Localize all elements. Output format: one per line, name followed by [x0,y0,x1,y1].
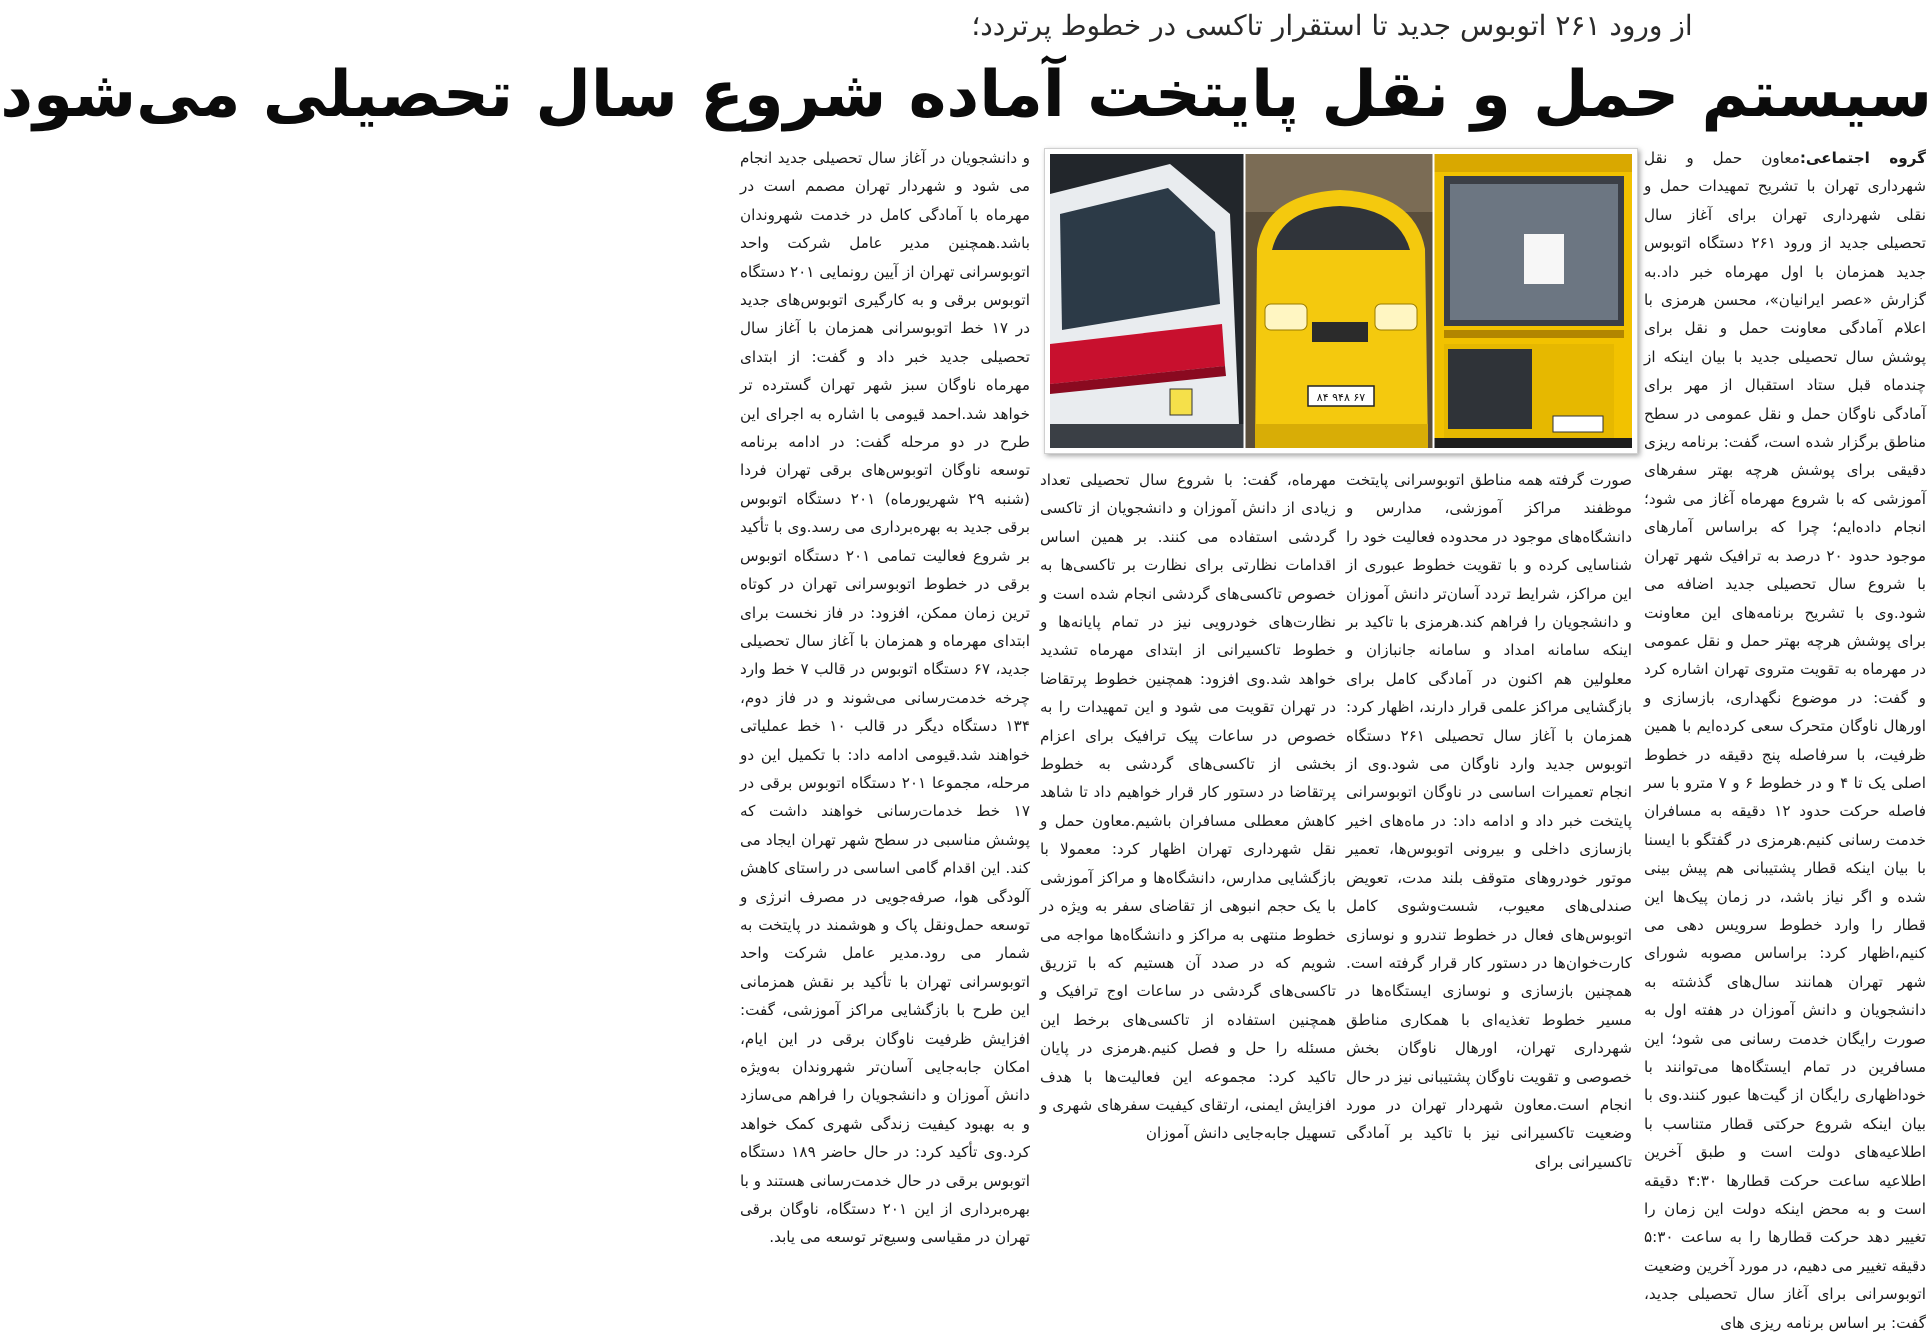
plate-text: ۶۷ ۹۴۸ ۸۴ [1316,391,1366,404]
article-column-2 [1346,466,1632,1171]
article-column-1 [1644,144,1926,1332]
column-1-text: معاون حمل و نقل شهرداری تهران با تشریح تمهیدات حمل و نقلی شهرداری تهران برای آغاز سال تحصیلی جدید از ورود ۲۶۱ دستگاه اتوبوس جدید همزمان با اول مهرماه خبر داد.به گزارش «عصر ایرانیان»، محسن هرمزی با اعلام آمادگی معاونت حمل و نقل برای پوشش سال تحصیلی جدید با بیان اینکه از چندماه قبل ستاد استقبال از مهر برای آمادگی ناوگان حمل و نقل عمومی در سطح مناطق برگزار شده است، گفت: برنامه ریزی دقیقی برای پوشش هرچه بهتر سفرهای آموزشی که با شروع مهرماه آغاز می شود؛ انجام داده‌ایم؛ چرا که براساس آمارهای موجود حدود ۲۰ درصد به ترافیک شهر تهران با شروع سال تحصیلی جدید اضافه می شود.وی با تشریح برنامه‌های این معاونت برای پوشش هرچه بهتر حمل و نقل عمومی در مهرماه به تقویت متروی تهران اشاره کرد و گفت: در موضوع نگهداری، بازسازی و اورهال ناوگان متحرک سعی کرده‌ایم با همین ظرفیت، با سرفاصله پنج دقیقه در خطوط اصلی یک تا ۴ و در خطوط ۶ و ۷ مترو با سر فاصله حرکت حدود ۱۲ دقیقه به مسافران خدمت رسانی کنیم.هرمزی در گفتگو با ایسنا با بیان اینکه قطار پشتیبانی هم پیش بینی شده و اگر نیاز باشد، در زمان پیک‌ها این قطار را وارد خطوط سرویس دهی می کنیم،اظهار کرد: براساس مصوبه شورای شهر تهران همانند سال‌های گذشته به دانشجویان و دانش آموزان در هفته اول به صورت رایگان خدمت رسانی می شود؛ این مسافرین در تمام ایستگاه‌ها می‌توانند با خوداظهاری رایگان از گیت‌ها عبور کنند.وی با بیان اینکه شروع حرکتی قطار متناسب با اطلاعیه‌های دولت است و طبق آخرین اطلاعیه ساعت حرکت قطارها ۴:۳۰ دقیقه است و به محض اینکه دولت این زمان را تغییر دهد حرکت قطارها را به ساعت ۵:۳۰ دقیقه تغییر می دهیم، در مورد آخرین وضعیت اتوبوسرانی برای آغاز سال تحصیلی جدید، گفت: بر اساس برنامه ریزی های [1644,149,1926,1332]
taxi-panel [1245,154,1433,448]
column-4-text: و دانشجویان در آغاز سال تحصیلی جدید انجام می شود و شهردار تهران مصمم است در مهرماه با آمادگی کامل در خدمت شهروندان باشد.همچنین مدیر عامل شرکت واحد اتوبوسرانی تهران از آیین رونمایی ۲۰۱ دستگاه اتوبوس برقی و به کارگیری اتوبوس‌های جدید در ۱۷ خط اتوبوسرانی همزمان با آغاز سال تحصیلی جدید خبر داد و گفت: از ابتدای مهرماه ناوگان سبز شهر تهران گسترده تر خواهد شد.احمد قیومی با اشاره به اجرای این طرح در دو مرحله گفت: در ادامه برنامه توسعه ناوگان اتوبوس‌های برقی تهران فردا (شنبه ۲۹ شهریورماه) ۲۰۱ دستگاه اتوبوس برقی جدید به بهره‌برداری می رسد.وی با تأکید بر شروع فعالیت تمامی ۲۰۱ دستگاه اتوبوس برقی در خطوط اتوبوسرانی تهران در کوتاه ترین زمان ممکن، افزود: در فاز نخست برای ابتدای مهرماه و همزمان با آغاز سال تحصیلی جدید، ۶۷ دستگاه اتوبوس در قالب ۷ خط وارد چرخه خدمت‌رسانی می‌شوند و در فاز دوم، ۱۳۴ دستگاه دیگر در قالب ۱۰ خط عملیاتی خواهند شد.قیومی ادامه داد: با تکمیل این دو مرحله، مجموعا ۲۰۱ دستگاه اتوبوس برقی در ۱۷ خط خدمات‌رسانی خواهند داشت که پوشش مناسبی در سطح شهر تهران ایجاد می کند. این اقدام گامی اساسی در راستای کاهش آلودگی هوا، صرفه‌جویی در مصرف انرژی و توسعه حمل‌ونقل پاک و هوشمند در پایتخت به شمار می رود.مدیر عامل شرکت واحد اتوبوسرانی تهران با تأکید بر نقش همزمانی این طرح با بازگشایی مراکز آموزشی، گفت: افزایش ظرفیت ناوگان برقی در این ایام، امکان جابه‌جایی آسان‌تر شهروندان به‌ویژه دانش آموزان و دانشجویان را فراهم می‌سازد و به بهبود کیفیت زندگی شهری کمک خواهد کرد.وی تأکید کرد: در حال حاضر ۱۸۹ دستگاه اتوبوس برقی در حال خدمت‌رسانی هستند و با بهره‌برداری از این ۲۰۱ دستگاه، ناوگان برقی تهران در مقیاسی وسیع‌تر توسعه می یابد. [740,149,1031,1247]
article-column-3 [1040,466,1336,1143]
lead-label: گروه اجتماعی: [1799,149,1926,167]
article-column-4 [740,144,1031,1247]
column-2-text: صورت گرفته همه مناطق اتوبوسرانی پایتخت موظفند مراکز آموزشی، مدارس و دانشگاه‌های موجود در محدوده فعالیت خود را شناسایی کرده و با تقویت خطوط عبوری از این مراکز، شرایط تردد آسان‌تر دانش آموزان و دانشجویان را فراهم کند.هرمزی با تاکید بر اینکه سامانه امداد و سامانه جانبازان و معلولین هم اکنون در آمادگی کامل برای بازگشایی مراکز علمی قرار دارند، اظهار کرد: همزمان با آغاز سال تحصیلی ۲۶۱ دستگاه اتوبوس جدید وارد ناوگان می شود.وی از انجام تعمیرات اساسی در ناوگان اتوبوسرانی پایتخت خبر داد و ادامه داد: در ماه‌های اخیر بازسازی داخلی و بیرونی اتوبوس‌ها، تعمیر موتور خودروهای متوقف بلند مدت، تعویض صندلی‌های معیوب، شست‌وشوی کامل اتوبوس‌های فعال در خطوط تندرو و نوسازی کارت‌خوان‌ها در دستور کار قرار گرفته است. همچنین بازسازی و نوسازی ایستگاه‌ها در مسیر خطوط تغذیه‌ای با همکاری مناطق شهرداری تهران، اورهال ناوگان بخش خصوصی و تقویت ناوگان پشتیبانی نیز در حال انجام است.معاون شهردار تهران در مورد وضعیت تاکسیرانی نیز با تاکید بر آمادگی تاکسیرانی برای [1346,471,1632,1171]
article-kicker: از ورود ۲۶۱ اتوبوس جدید تا استقرار تاکسی در خطوط پرتردد؛ [971,9,1693,42]
article-headline: سیستم حمل و نقل پایتخت آماده شروع سال تحصیلی می‌شود [0,58,1932,132]
column-3-text: مهرماه، گفت: با شروع سال تحصیلی تعداد زیادی از دانش آموزان و دانشجویان از تاکسی گردشی استفاده می کنند. بر همین اساس اقدامات نظارتی برای نظارت بر تاکسی‌ها به خصوص تاکسی‌های گردشی انجام شده است و نظارت‌های خودرویی نیز در تمام پایانه‌ها و خطوط تاکسیرانی از ابتدای مهرماه تشدید خواهد شد.وی افزود: همچنین خطوط پرتقاضا در تهران تقویت می شود و این تمهیدات را به خصوص در ساعات پیک ترافیک برای اعزام بخشی از تاکسی‌های گردشی به خطوط پرتقاضا در دستور کار قرار خواهیم داد تا شاهد کاهش معطلی مسافران باشیم.معاون حمل و نقل شهرداری تهران اظهار کرد: معمولا با بازگشایی مدارس، دانشگاه‌ها و مراکز آموزشی با یک حجم انبوهی از تقاضای سفر به ویژه در خطوط منتهی به مراکز و دانشگاه‌ها مواجه می شویم که در صدد آن هستیم که با تزریق تاکسی‌های گردشی در ساعات اوج ترافیک و همچنین استفاده از تاکسی‌های برخط این مسئله را حل و فصل کنیم.هرمزی در پایان تاکید کرد: مجموعه این فعالیت‌ها با هدف افزایش ایمنی، ارتقای کیفیت سفرهای شهری و تسهیل جابه‌جایی دانش آموزان [1040,471,1336,1143]
train-panel [1050,154,1244,448]
article-photo [1044,148,1638,454]
bus-panel [1434,154,1632,448]
photo-collage [1050,154,1632,448]
